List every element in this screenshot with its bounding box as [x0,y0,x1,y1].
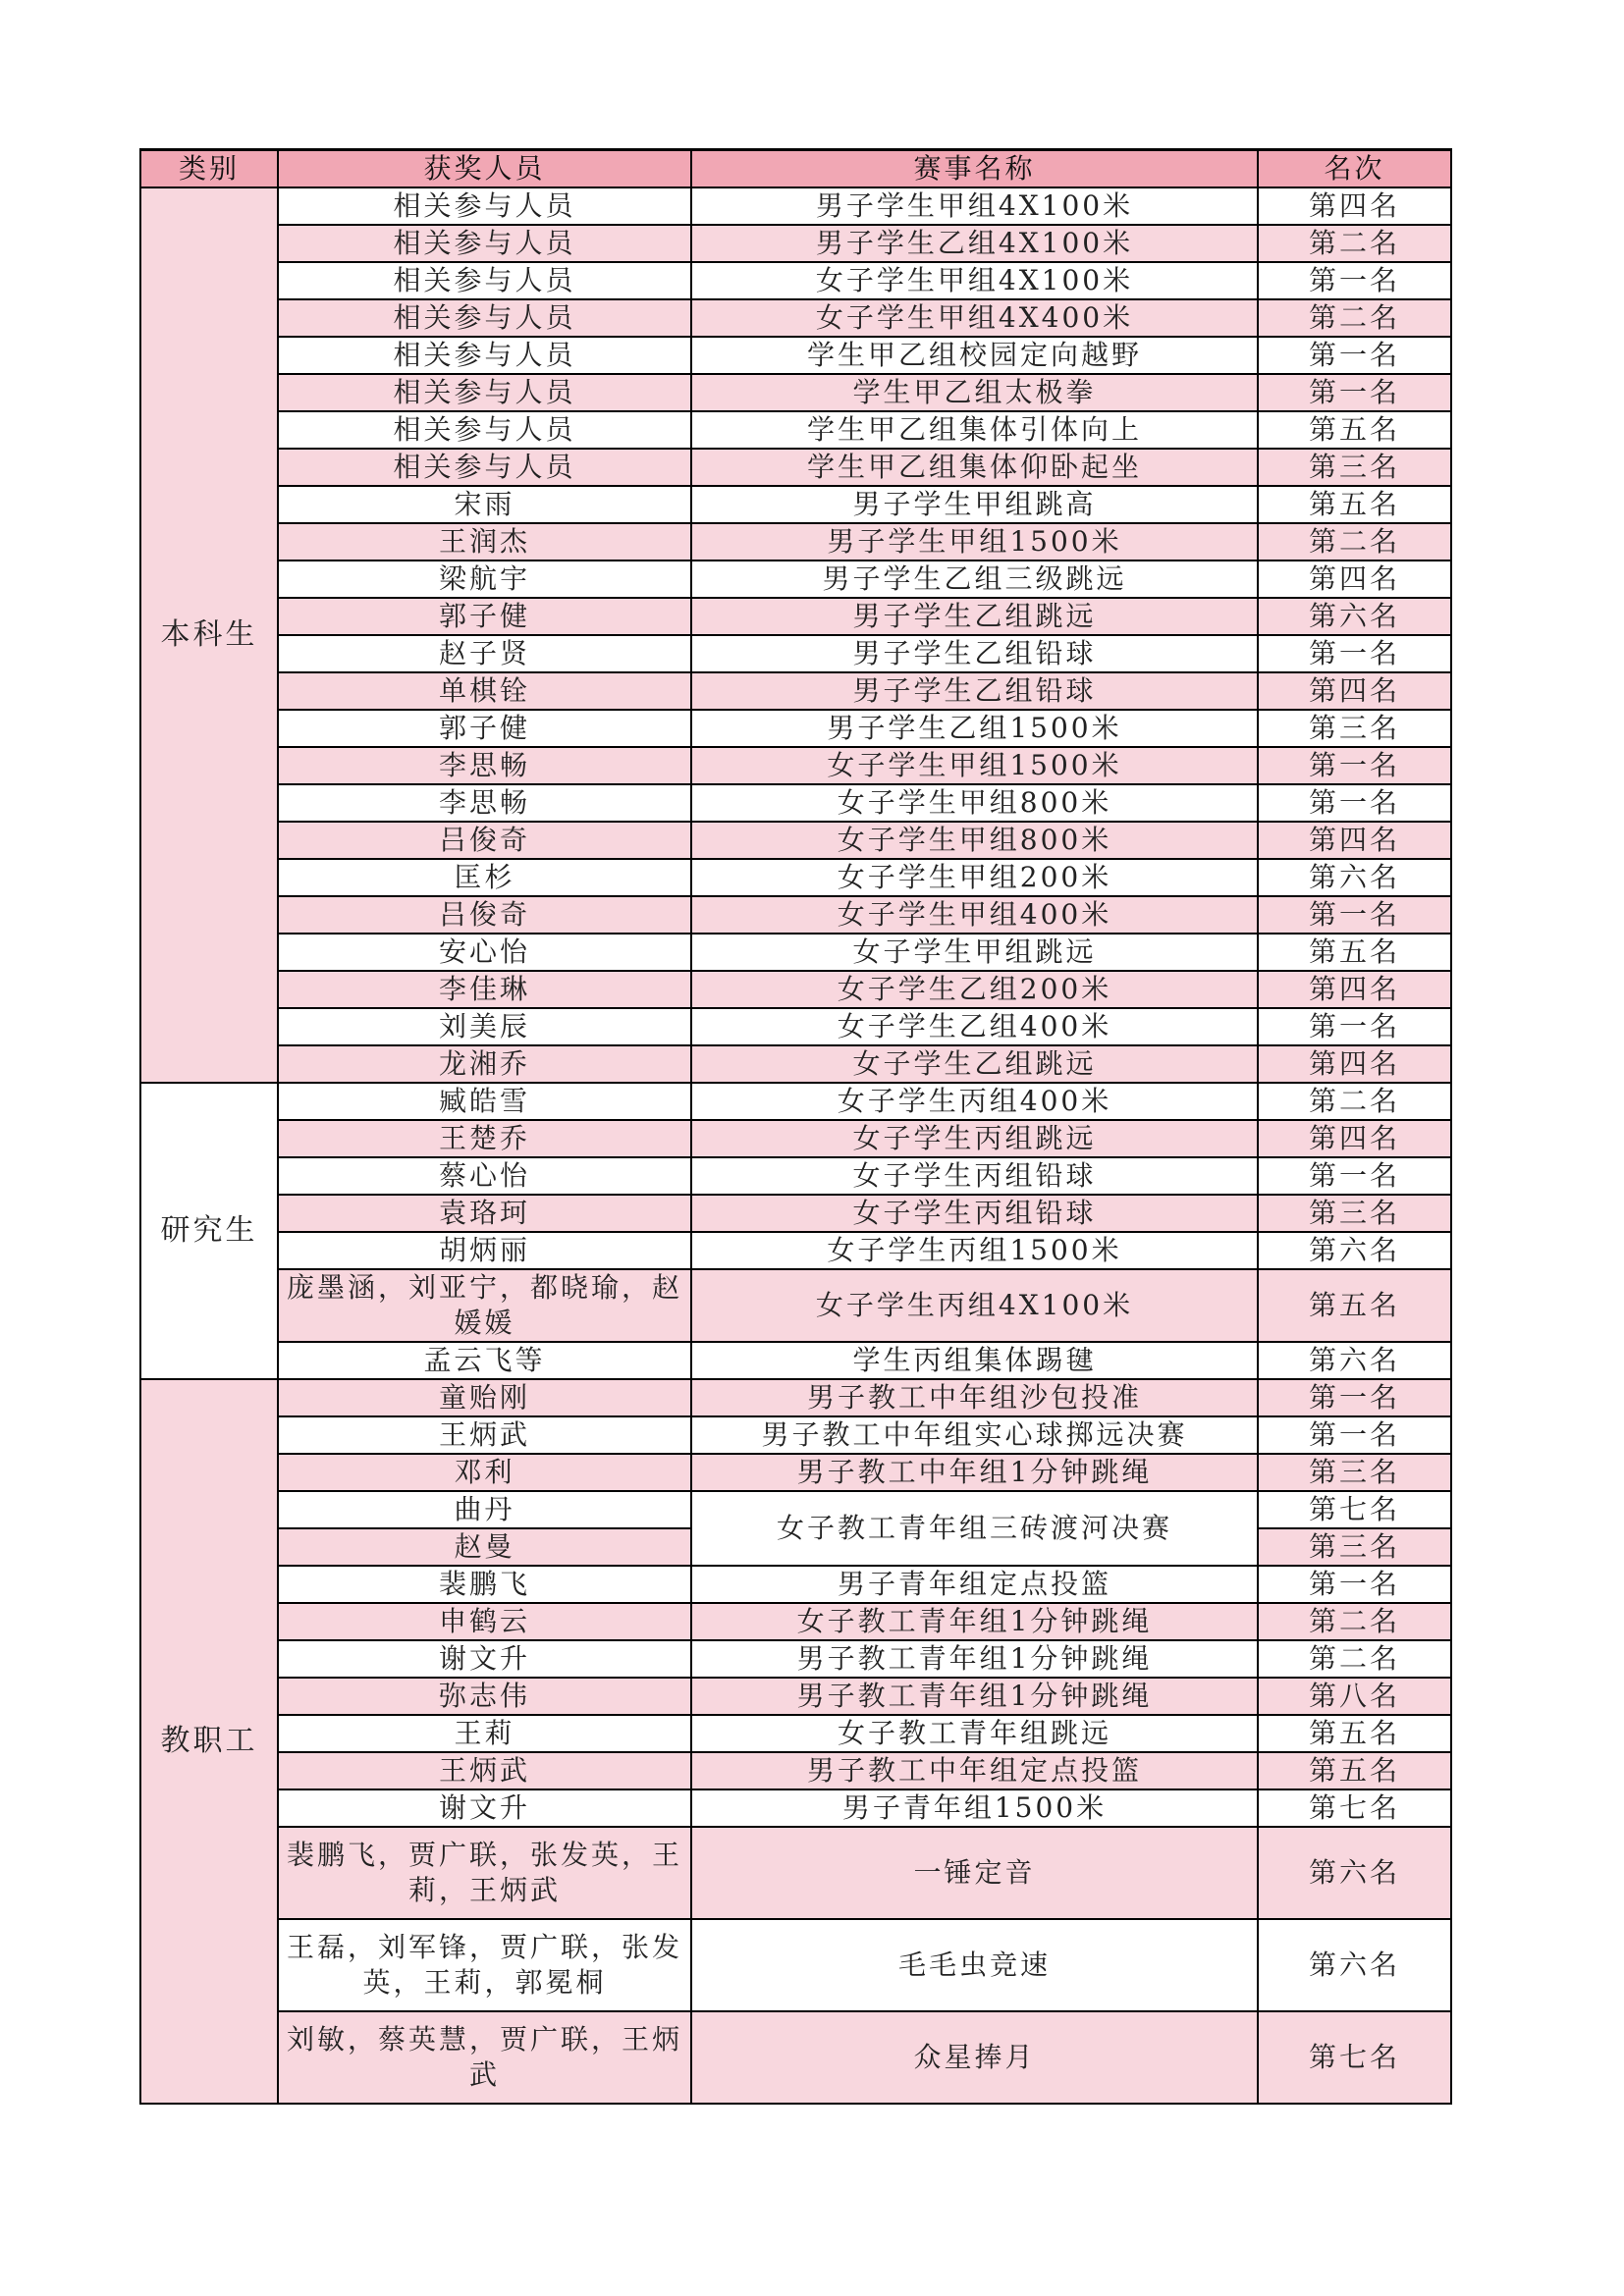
header-category: 类别 [140,150,278,188]
winners-cell: 安心怡 [278,934,691,971]
event-cell: 男子教工中年组实心球掷远决赛 [691,1416,1258,1454]
event-cell: 一锤定音 [691,1827,1258,1919]
event-cell: 女子学生乙组200米 [691,971,1258,1008]
winners-cell: 臧皓雪 [278,1083,691,1120]
rank-cell: 第四名 [1258,822,1451,859]
winners-cell: 胡炳丽 [278,1232,691,1269]
table-row [140,1640,1451,1678]
winners-cell: 曲丹 [278,1491,691,1528]
event-cell: 女子学生丙组铅球 [691,1157,1258,1195]
table-row [140,1120,1451,1157]
table-row [140,299,1451,337]
category-cell: 本科生 [140,187,278,1083]
event-cell: 女子教工青年组跳远 [691,1715,1258,1752]
rank-cell: 第三名 [1258,710,1451,747]
table-row [140,635,1451,672]
winners-cell: 刘敏，蔡英慧，贾广联，王炳武 [278,2011,691,2104]
rank-cell: 第三名 [1258,1528,1451,1566]
event-cell: 男子教工中年组定点投篮 [691,1752,1258,1789]
table-row [140,225,1451,262]
rank-cell: 第二名 [1258,1083,1451,1120]
rank-cell: 第六名 [1258,1919,1451,2011]
event-cell: 女子学生甲组800米 [691,784,1258,822]
table-row [140,784,1451,822]
winners-cell: 刘美辰 [278,1008,691,1045]
event-cell: 学生甲乙组校园定向越野 [691,337,1258,374]
table-row [140,971,1451,1008]
table-row [140,1416,1451,1454]
event-cell: 学生甲乙组太极拳 [691,374,1258,411]
rank-cell: 第三名 [1258,1195,1451,1232]
event-cell: 女子教工青年组三砖渡河决赛 [691,1491,1258,1566]
rank-cell: 第二名 [1258,299,1451,337]
winners-cell: 相关参与人员 [278,449,691,486]
table-row [140,1919,1451,2011]
table-row [140,1195,1451,1232]
winners-cell: 谢文升 [278,1789,691,1827]
event-cell: 男子青年组1500米 [691,1789,1258,1827]
rank-cell: 第五名 [1258,934,1451,971]
table-row [140,411,1451,449]
rank-cell: 第一名 [1258,1379,1451,1416]
event-cell: 众星捧月 [691,2011,1258,2104]
winners-cell: 相关参与人员 [278,337,691,374]
event-cell: 女子学生甲组800米 [691,822,1258,859]
table-row [140,374,1451,411]
event-cell: 女子学生甲组200米 [691,859,1258,896]
event-cell: 女子学生甲组4X400米 [691,299,1258,337]
winners-cell: 庞墨涵，刘亚宁，都晓瑜，赵媛媛 [278,1269,691,1342]
table-row [140,1827,1451,1919]
event-cell: 女子学生丙组4X100米 [691,1269,1258,1342]
table-row [140,1603,1451,1640]
table-row [140,1715,1451,1752]
winners-cell: 赵子贤 [278,635,691,672]
rank-cell: 第七名 [1258,2011,1451,2104]
winners-cell: 相关参与人员 [278,225,691,262]
table-row [140,747,1451,784]
table-row [140,672,1451,710]
rank-cell: 第四名 [1258,672,1451,710]
rank-cell: 第七名 [1258,1789,1451,1827]
table-row [140,1752,1451,1789]
winners-cell: 邓利 [278,1454,691,1491]
winners-cell: 袁珞珂 [278,1195,691,1232]
winners-cell: 申鹤云 [278,1603,691,1640]
rank-cell: 第六名 [1258,1342,1451,1379]
table-row [140,337,1451,374]
rank-cell: 第一名 [1258,784,1451,822]
winners-cell: 匡杉 [278,859,691,896]
header-row [140,150,1451,188]
winners-cell: 李思畅 [278,747,691,784]
event-cell: 男子学生乙组铅球 [691,635,1258,672]
table-row [140,1454,1451,1491]
rank-cell: 第三名 [1258,1454,1451,1491]
rank-cell: 第四名 [1258,1045,1451,1083]
winners-cell: 宋雨 [278,486,691,523]
winners-cell: 王炳武 [278,1752,691,1789]
rank-cell: 第六名 [1258,859,1451,896]
table-row [140,1232,1451,1269]
event-cell: 女子学生丙组1500米 [691,1232,1258,1269]
winners-cell: 王炳武 [278,1416,691,1454]
event-cell: 女子学生甲组1500米 [691,747,1258,784]
rank-cell: 第一名 [1258,1416,1451,1454]
table-row [140,1789,1451,1827]
table-row [140,1008,1451,1045]
table-row [140,561,1451,598]
winners-cell: 裴鹏飞 [278,1566,691,1603]
winners-cell: 孟云飞等 [278,1342,691,1379]
rank-cell: 第五名 [1258,486,1451,523]
category-cell: 教职工 [140,1379,278,2104]
winners-cell: 吕俊奇 [278,896,691,934]
rank-cell: 第一名 [1258,747,1451,784]
event-cell: 男子教工青年组1分钟跳绳 [691,1678,1258,1715]
event-cell: 女子学生甲组4X100米 [691,262,1258,299]
event-cell: 男子学生乙组三级跳远 [691,561,1258,598]
rank-cell: 第二名 [1258,1640,1451,1678]
rank-cell: 第五名 [1258,1269,1451,1342]
rank-cell: 第一名 [1258,1008,1451,1045]
rank-cell: 第五名 [1258,411,1451,449]
rank-cell: 第四名 [1258,1120,1451,1157]
event-cell: 女子教工青年组1分钟跳绳 [691,1603,1258,1640]
table-row [140,822,1451,859]
table-row [140,187,1451,225]
winners-cell: 弥志伟 [278,1678,691,1715]
winners-cell: 王磊，刘军锋，贾广联，张发英，王莉，郭冕桐 [278,1919,691,2011]
event-cell: 男子学生乙组4X100米 [691,225,1258,262]
event-cell: 学生丙组集体踢毽 [691,1342,1258,1379]
winners-cell: 相关参与人员 [278,411,691,449]
event-cell: 男子学生乙组铅球 [691,672,1258,710]
table-row [140,710,1451,747]
rank-cell: 第一名 [1258,337,1451,374]
rank-cell: 第六名 [1258,1827,1451,1919]
event-cell: 女子学生丙组400米 [691,1083,1258,1120]
winners-cell: 龙湘乔 [278,1045,691,1083]
table-row [140,262,1451,299]
table-row [140,2011,1451,2104]
table-row [140,1269,1451,1342]
event-cell: 女子学生丙组跳远 [691,1120,1258,1157]
event-cell: 女子学生乙组跳远 [691,1045,1258,1083]
winners-cell: 王楚乔 [278,1120,691,1157]
winners-cell: 谢文升 [278,1640,691,1678]
table-row [140,1491,1451,1528]
rank-cell: 第七名 [1258,1491,1451,1528]
winners-cell: 郭子健 [278,598,691,635]
winners-cell: 相关参与人员 [278,262,691,299]
table-row [140,598,1451,635]
winners-cell: 李佳琳 [278,971,691,1008]
table-row [140,1678,1451,1715]
category-cell: 研究生 [140,1083,278,1379]
winners-cell: 单棋铨 [278,672,691,710]
header-winners: 获奖人员 [278,150,691,188]
awards-table [139,148,1452,2105]
event-cell: 男子教工中年组1分钟跳绳 [691,1454,1258,1491]
rank-cell: 第四名 [1258,561,1451,598]
header-rank: 名次 [1258,150,1451,188]
winners-cell: 赵曼 [278,1528,691,1566]
winners-cell: 梁航宇 [278,561,691,598]
table-row [140,1045,1451,1083]
event-cell: 男子青年组定点投篮 [691,1566,1258,1603]
awards-body [140,187,1451,2104]
table-row [140,1566,1451,1603]
table-row [140,859,1451,896]
table-row [140,1342,1451,1379]
rank-cell: 第二名 [1258,225,1451,262]
rank-cell: 第四名 [1258,971,1451,1008]
table-row [140,1083,1451,1120]
event-cell: 毛毛虫竞速 [691,1919,1258,2011]
event-cell: 女子学生丙组铅球 [691,1195,1258,1232]
rank-cell: 第二名 [1258,1603,1451,1640]
event-cell: 男子教工青年组1分钟跳绳 [691,1640,1258,1678]
rank-cell: 第八名 [1258,1678,1451,1715]
winners-cell: 相关参与人员 [278,187,691,225]
rank-cell: 第一名 [1258,635,1451,672]
table-row [140,896,1451,934]
table-row [140,1379,1451,1416]
event-cell: 男子学生甲组1500米 [691,523,1258,561]
event-cell: 学生甲乙组集体引体向上 [691,411,1258,449]
winners-cell: 相关参与人员 [278,374,691,411]
table-row [140,449,1451,486]
rank-cell: 第六名 [1258,598,1451,635]
table-row [140,523,1451,561]
winners-cell: 裴鹏飞，贾广联，张发英，王莉，王炳武 [278,1827,691,1919]
winners-cell: 李思畅 [278,784,691,822]
event-cell: 女子学生甲组400米 [691,896,1258,934]
rank-cell: 第一名 [1258,896,1451,934]
rank-cell: 第一名 [1258,262,1451,299]
winners-cell: 郭子健 [278,710,691,747]
rank-cell: 第五名 [1258,1715,1451,1752]
winners-cell: 相关参与人员 [278,299,691,337]
winners-cell: 王莉 [278,1715,691,1752]
event-cell: 男子学生甲组跳高 [691,486,1258,523]
rank-cell: 第一名 [1258,374,1451,411]
winners-cell: 王润杰 [278,523,691,561]
rank-cell: 第二名 [1258,523,1451,561]
table-row [140,486,1451,523]
winners-cell: 蔡心怡 [278,1157,691,1195]
event-cell: 男子学生甲组4X100米 [691,187,1258,225]
rank-cell: 第五名 [1258,1752,1451,1789]
event-cell: 男子学生乙组跳远 [691,598,1258,635]
rank-cell: 第四名 [1258,187,1451,225]
event-cell: 女子学生乙组400米 [691,1008,1258,1045]
rank-cell: 第一名 [1258,1157,1451,1195]
event-cell: 男子教工中年组沙包投准 [691,1379,1258,1416]
rank-cell: 第一名 [1258,1566,1451,1603]
event-cell: 学生甲乙组集体仰卧起坐 [691,449,1258,486]
winners-cell: 吕俊奇 [278,822,691,859]
event-cell: 男子学生乙组1500米 [691,710,1258,747]
rank-cell: 第六名 [1258,1232,1451,1269]
event-cell: 女子学生甲组跳远 [691,934,1258,971]
winners-cell: 童贻刚 [278,1379,691,1416]
table-row [140,1157,1451,1195]
table-row [140,934,1451,971]
header-event: 赛事名称 [691,150,1258,188]
rank-cell: 第三名 [1258,449,1451,486]
